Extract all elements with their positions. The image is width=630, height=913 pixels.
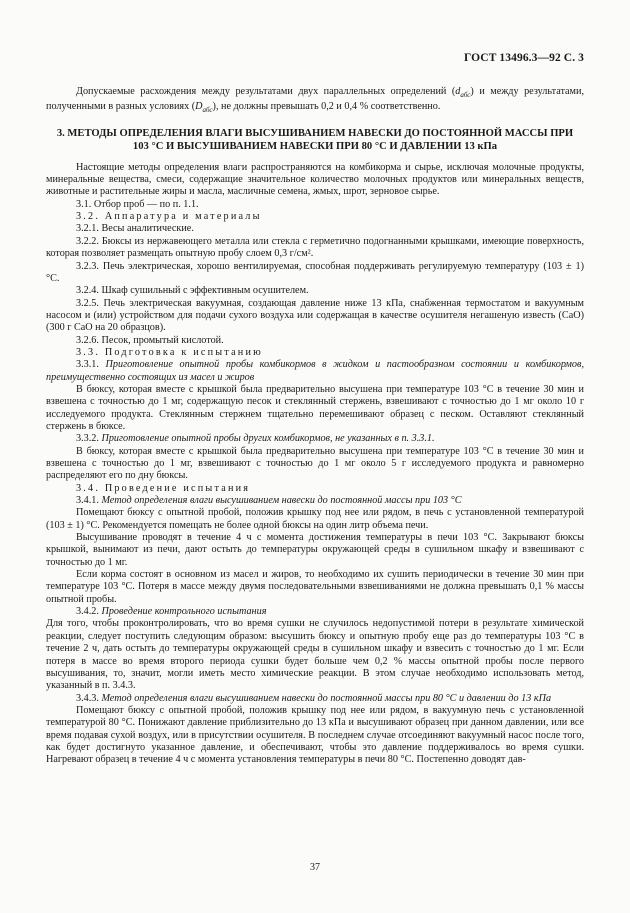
clause-number: 3.4.3. (76, 692, 99, 704)
clause-3-4-1-b: Высушивание проводят в течение 4 ч с момента достижения температуры в печи 103 °С. Закрывают бюксы крышкой, вынимают из печи, дают остыть до температуры окружающей среды в сушильном шкафу и взвешивают с точностью до 1 мг. (46, 532, 584, 568)
clause-number: 3.4.1. (76, 495, 99, 507)
clause-3-3-1-title (46, 359, 584, 384)
clause-number: 3.3.1. (76, 359, 99, 371)
clause-3-2-4: 3.2.4. Шкаф сушильный с эффективным осушителем. (76, 285, 309, 297)
clause-italic-title: Проведение контрольного испытания (101, 606, 267, 618)
clause-3-3-heading: 3.3. Подготовка к испытанию (76, 346, 263, 358)
clause-3-2-2: 3.2.2. Бюксы из нержавеющего металла или стекла с герметично подогнанными крышками, имеющие поверхность, которая позволяет размещать опытную пробу слоем 0,3 г/см². (46, 235, 584, 260)
clause-3-1: 3.1. Отбор проб — по п. 1.1. (76, 198, 199, 210)
clause-3-2-3: 3.2.3. Печь электрическая, хорошо вентилируемая, способная поддерживать регулируемую температуру (103 ± 1) °С. (46, 260, 584, 284)
page-number: 37 (310, 862, 320, 873)
clause-3-3-2-body: В бюксу, которая вместе с крышкой была предварительно высушена при температуре 103 °С в течение 30 мин и взвешена с точностью до 1 мг, взвешивают с точностью до 1 мг около 5 г исследуемого продукта и равномерно распределяют его по дну бюксы. (46, 445, 584, 482)
intro-var-d: d (455, 86, 461, 97)
clause-3-2-1: 3.2.1. Весы аналитические. (76, 223, 194, 235)
clause-3-2-heading: 3.2. Аппаратура и материалы (76, 211, 262, 223)
clause-number: 3.3.2. (76, 433, 99, 445)
intro-var-D: D (195, 101, 203, 113)
intro-paragraph (46, 86, 584, 117)
clause-3-4-3-body: Помещают бюксу с опытной пробой, положив крышку под нее или рядом, в вакуумную печь с установленной температурой 80 °С. Понижают давление приблизительно до 13 кПа и высушивают образец при данном давлении, или все время подавая сухой воздух, или в присутствии осушителя. В последнем случае отсоединяют вакуумный насос после того, как будет достигнуто указанное давление, и обеспечивают, чтобы это давление поддерживалось во время сушки. Нагревают образец в течение 4 ч с момента установления температуры в печи 80 °С. Постепенно доводят дав- (46, 704, 584, 766)
clause-number: 3.4.2. (76, 606, 99, 618)
intro-text-1: Допускаемые расхождения между результатами двух параллельных определений ( (76, 86, 456, 97)
clause-italic-title: Приготовление опытной пробы комбикормов в жидком и пастообразном состоянии и комбикормов, преимущественно состоящих из масел и жиров (46, 359, 584, 383)
clause-italic-title: Приготовление опытной пробы других комбикормов, не указанных в п. 3.3.1. (101, 433, 435, 445)
clause-3-4-1-a: Помещают бюксу с опытной пробой, положив крышку под нее или рядом, в печь с установленной температурой (103 ± 1) °С. Рекомендуется помещать не более одной бюксы на один литр объема печи. (46, 507, 584, 531)
intro-text-3: ), не должны превышать 0,2 и 0,4 % соответственно. (212, 101, 441, 113)
clause-3-4-1-title (46, 495, 584, 507)
clause-3-3-2-title (46, 433, 584, 445)
clause-italic-title: Метод определения влаги высушиванием навески до постоянной массы при 103 °С (101, 495, 462, 507)
document-body (46, 86, 584, 767)
clause-3-3-1-body: В бюксу, которая вместе с крышкой была предварительно высушена при температуре 103 °С в течение 30 мин и взвешена с точностью до 1 мг, содержащую песок и стеклянный стержень, взвешивают с точностью до 1 мг около 10 г исследуемого продукта. Стеклянным стержнем тщательно перемешивают образец с песком. Оставляют стеклянный стержень в бюксе. (46, 383, 584, 432)
intro-text-2: ) и между результатами, полученными в разных условиях ( (46, 86, 584, 113)
clause-3-4-2-title (46, 606, 584, 618)
clause-3-2-6: 3.2.6. Песок, промытый кислотой. (76, 334, 224, 346)
clause-italic-title: Метод определения влаги высушиванием навески до постоянной массы при 80 °С и давлении до 13 кПа (101, 692, 552, 704)
clause-3-4-2-body: Для того, чтобы проконтролировать, что во время сушки не случилось недопустимой потери в результате химической реакции, следует поступить следующим образом: высушить бюксу и опытную пробу еще раз до температуры 103 °С в течение 2 ч, дать остыть до температуры окружающей среды в сушильном шкафу и взвесить с точностью до 1 мг. Если потеря в массе во время второго периода сушки будет больше чем 0,2 % массы опытной пробы после первого высушивания, то, значит, могли иметь место химические реакции. В этом случае необходимо использовать метод, указанный в п. 3.4.3. (46, 618, 584, 692)
intro-sub-1: абс (460, 91, 471, 100)
clause-3-4-1-c: Если корма состоят в основном из масел и жиров, то необходимо их сушить периодически в течение 30 мин при температуре 103 °С. Потеря в массе между двумя последовательными взвешиваниями не должна превышать 0,1 % массы опытной пробы. (46, 569, 584, 605)
scope-paragraph: Настоящие методы определения влаги распространяются на комбикорма и сырье, исключая молочные продукты, минеральные вещества, смеси, содержащие значительное количество молочных продуктов или минеральных веществ, животные и растительные жиры и масла, масличные семена, жмых, шрот, зерновое сырье. (46, 161, 584, 198)
clause-3-4-heading: 3.4. Проведение испытания (76, 482, 251, 494)
clause-3-4-3-title (46, 693, 584, 705)
page-header: ГОСТ 13496.3—92 С. 3 (463, 52, 584, 64)
intro-sub-2: абс (202, 106, 213, 115)
clause-3-2-5: 3.2.5. Печь электрическая вакуумная, создающая давление ниже 13 кПа, снабженная термостатом и вакуумным насосом и (или) устройством для подачи сухого воздуха или содержащая в качестве осушителя негашеную известь (СаО) (300 г СаО на 20 образцов). (46, 297, 584, 334)
section-title: 3. МЕТОДЫ ОПРЕДЕЛЕНИЯ ВЛАГИ ВЫСУШИВАНИЕМ НАВЕСКИ ДО ПОСТОЯННОЙ МАССЫ ПРИ 103 °С И ВЫСУШИВАНИЕМ НАВЕСКИ ПРИ 80 °С И ДАВЛЕНИИ 13 кПа (56, 127, 574, 152)
